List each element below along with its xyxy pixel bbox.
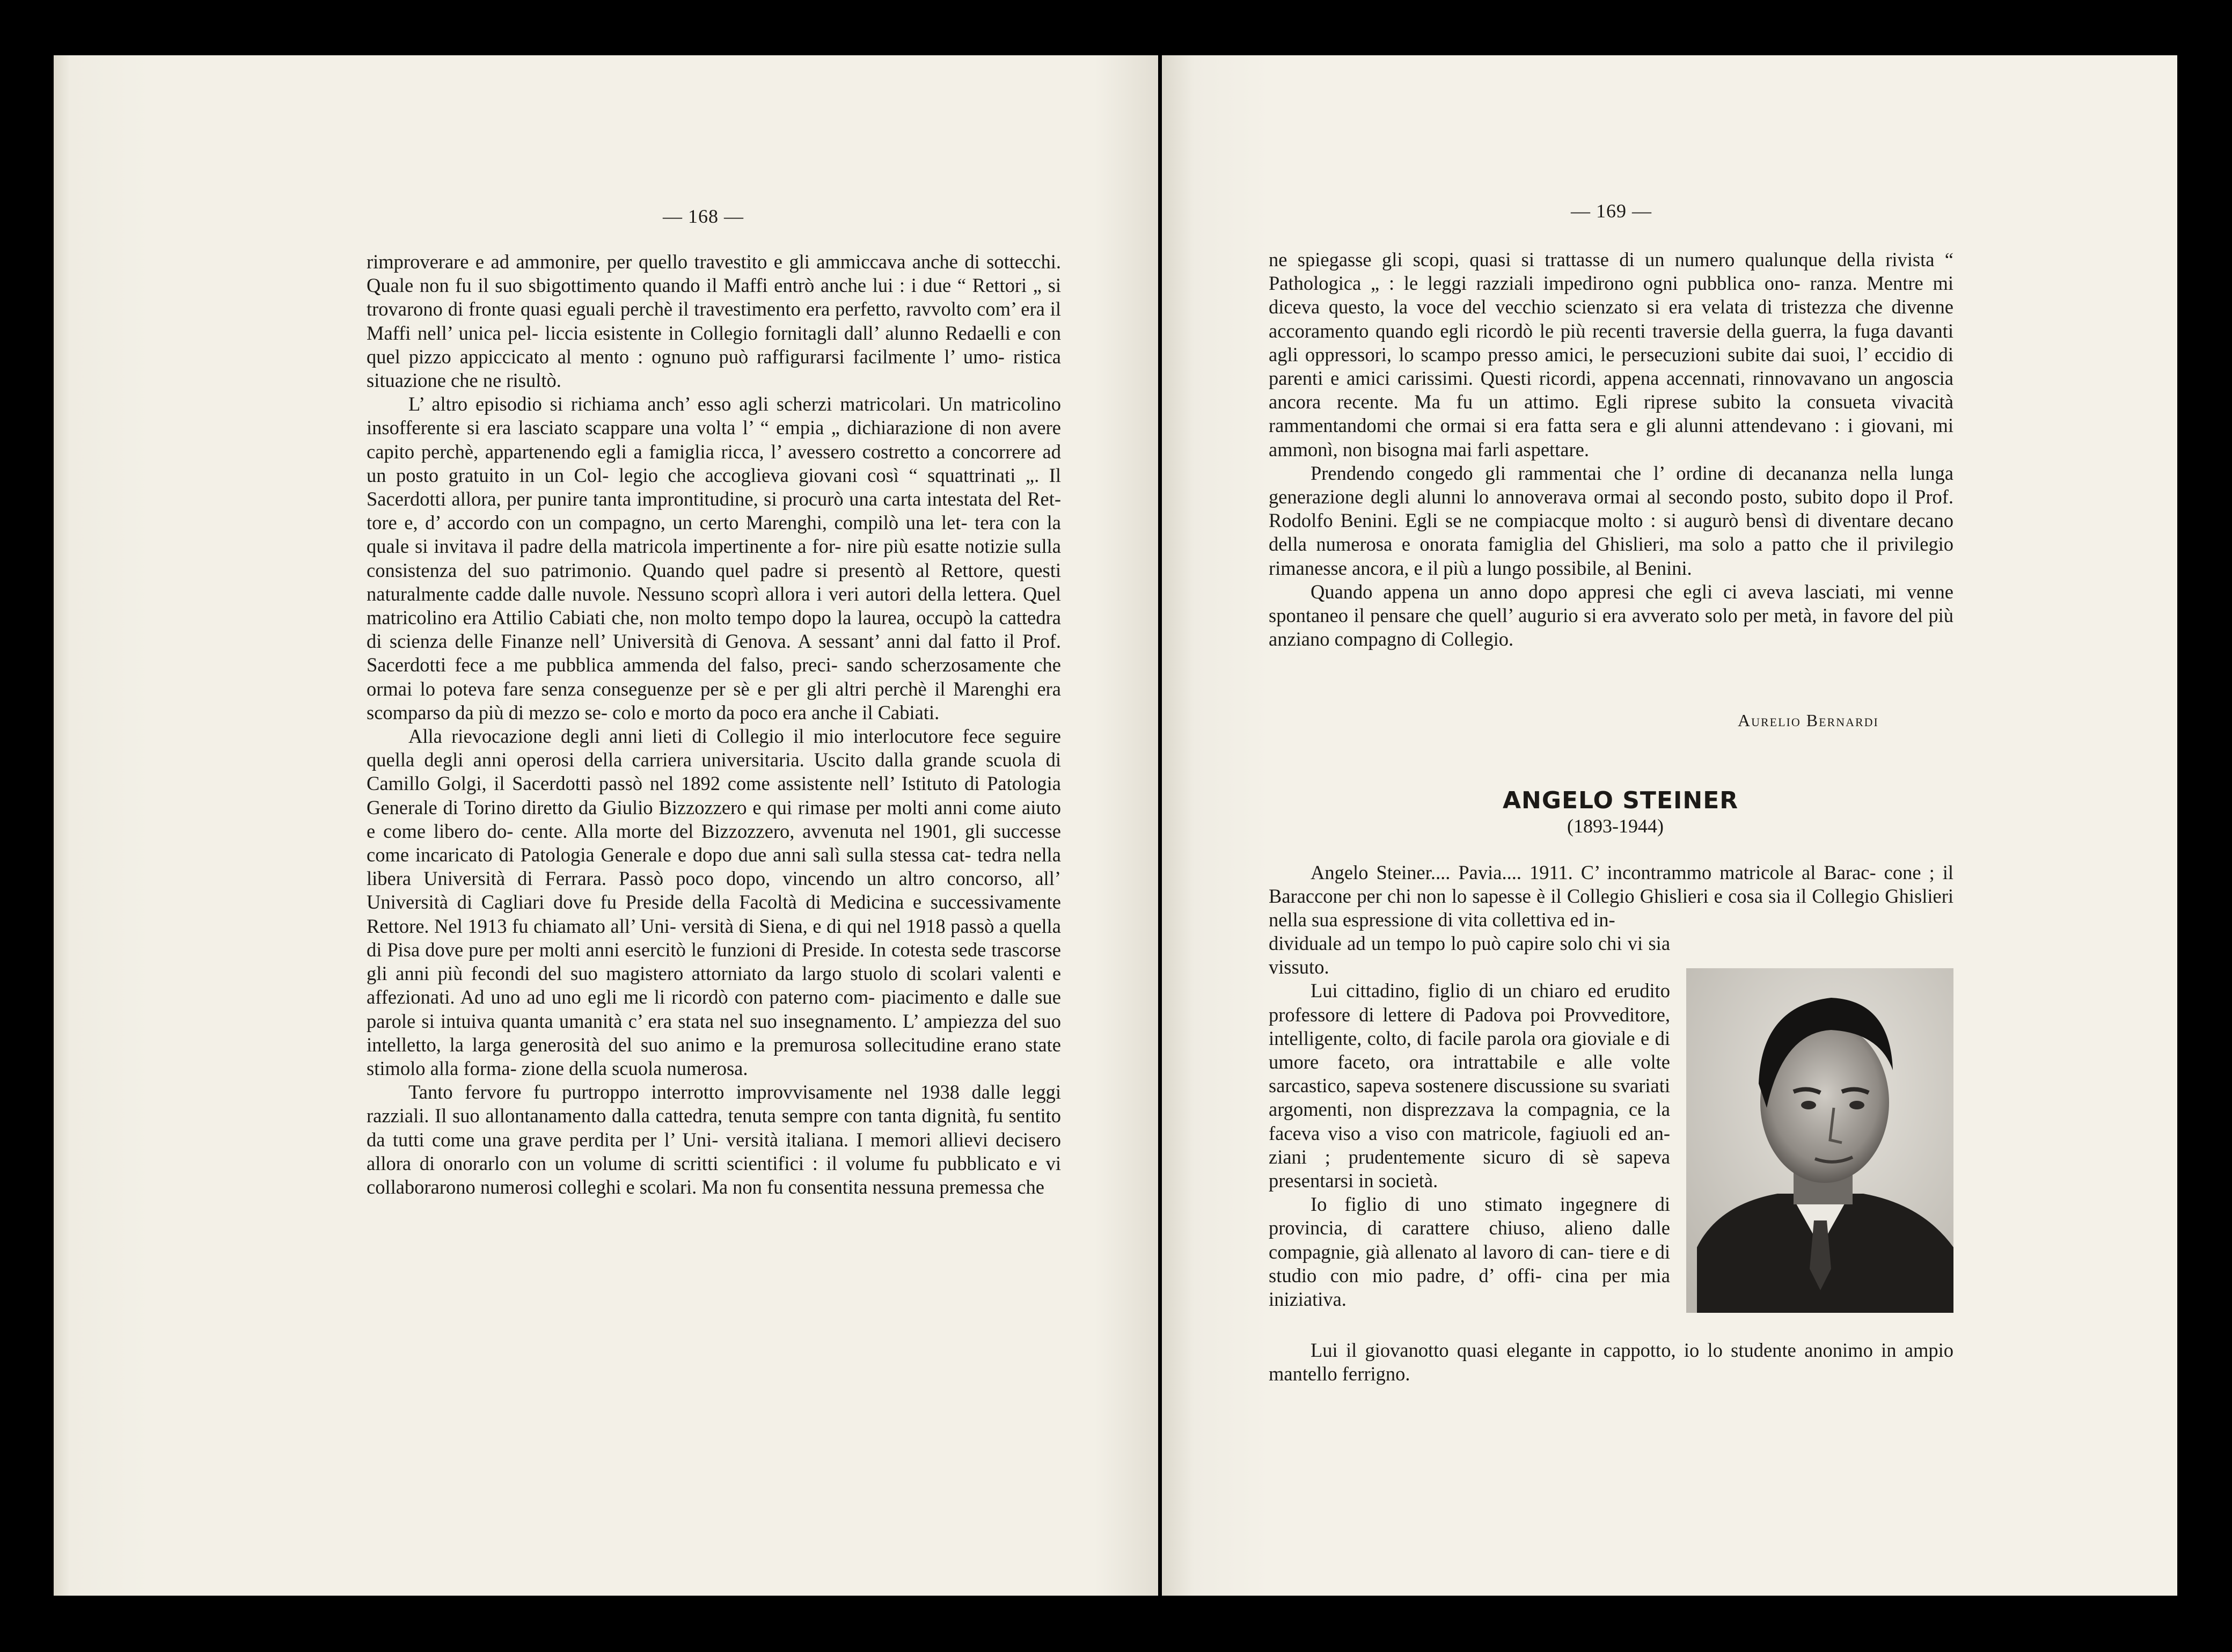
text-line: suo animo e la premurosa sollecitudine erano state stimolo alla forma- xyxy=(367,1033,1061,1079)
text-line: rivista “ Pathologica „ : le leggi razziali impedirono ogni pubblica ono- xyxy=(1269,248,1953,295)
text-line: Lui il giovanotto quasi elegante in cappotto, io lo studente anonimo xyxy=(1311,1339,1873,1361)
text-line: venne spontaneo il pensare che quell’ augurio si era avverato solo per xyxy=(1269,580,1953,627)
text-line: legio che accoglieva giovani così “ squattrinati „. Il Sacerdotti allora, xyxy=(367,464,1062,510)
text-line: con tanta dignità, fu sentito da tutti come una grave perdita per l’ Uni- xyxy=(367,1105,1061,1151)
left-folio: — 168 — xyxy=(663,206,744,227)
text-line: anni più fecondi del suo magistero attorniato da largo stuolo di scolari xyxy=(396,962,983,985)
text-line: lungo possibile, al Benini. xyxy=(1487,557,1692,579)
text-line: presso amici, le persecuzioni subite dai suoi, l’ eccidio di parenti e amici xyxy=(1269,343,1953,390)
text-line: compagnie, già allenato al lavoro di can- xyxy=(1269,1240,1594,1263)
section-heading: ANGELO STEINER xyxy=(1503,787,1739,814)
text-line: giovani, mi ammonì, non bisogna mai farli aspettare. xyxy=(1269,414,1954,460)
text-line: anche lui : i due “ Rettori „ si trovarono di fronte quasi eguali perchè xyxy=(367,274,1062,320)
text-line: Lui cittadino, figlio di un chiaro ed xyxy=(1311,979,1606,1002)
text-line: tiere e di studio con mio padre, d’ offi- xyxy=(1269,1240,1670,1286)
text-line: fece seguire quella degli anni operosi della carriera universitaria. Uscito xyxy=(367,725,1062,771)
text-line: velata di tristezza che divenne accoramento quando egli ricordò le più xyxy=(1269,296,1954,342)
paragraph xyxy=(1269,1339,1953,1386)
right-text-column-top xyxy=(1269,248,1953,651)
text-line: L’ altro episodio si richiama anch’ esso agli scherzi matricolari. Un xyxy=(408,393,963,415)
text-line: carissimi. Questi ricordi, appena accennati, rinnovavano un angoscia xyxy=(1397,367,1953,390)
text-line: dichiarazione di non avere capito perchè, appartenendo egli a famiglia xyxy=(367,416,1061,463)
text-line: parola ora gioviale e di umore faceto, ora xyxy=(1269,1027,1671,1073)
text-line: rammentandomi che ormai si era fatta sera e gli alunni attendevano : i xyxy=(1269,414,1854,437)
text-line: dividuale ad un tempo lo può capire solo xyxy=(1269,932,1593,954)
text-line: Ghislieri, ma solo a patto che il privilegio rimanesse ancora, e il più a xyxy=(1269,533,1954,579)
text-line: recenti traversie della guerra, la fuga davanti agli oppressori, lo scampo xyxy=(1269,319,1953,366)
paragraph xyxy=(1269,861,1953,932)
text-line: Provveditore, intelligente, colto, di facile xyxy=(1269,1003,1671,1049)
text-line: ricca, l’ avessero costretto a concorrere ad un posto gratuito in un Col- xyxy=(367,440,1061,486)
text-line: chi vi sia vissuto. xyxy=(1269,932,1671,978)
text-line: Angelo Steiner.... Pavia.... 1911. C’ incontrammo matricole al Barac- xyxy=(1311,861,1876,883)
text-line: numerosi colleghi e scolari. Ma non fu consentita nessuna premessa che xyxy=(480,1175,1044,1198)
text-line: di sottecchi. Quale non fu il suo sbigottimento quando il Maffi entrò xyxy=(367,251,1061,297)
left-text-column xyxy=(367,250,1061,1199)
paragraph xyxy=(367,725,1061,1080)
text-line: cone ; il Baraccone per chi non lo sapesse è il Collegio Ghislieri e cosa xyxy=(1269,861,1954,908)
text-line: Alla rievocazione degli anni lieti di Collegio il mio interlocutore xyxy=(408,725,954,748)
text-line: Bizzozzero e qui rimase per molti anni come aiuto e come libero do- xyxy=(367,796,1062,842)
text-line: liccia esistente in Collegio fornitagli dall’ alunno Redaelli e con quel xyxy=(367,321,1061,368)
text-line: matricolino insofferente si era lasciato scappare una volta l’ “ empia „ xyxy=(367,393,1061,439)
text-line: Io figlio di uno stimato ingegnere di xyxy=(1311,1193,1670,1216)
text-line: Nessuno scoprì allora i veri autori della lettera. Quel matricolino era xyxy=(367,582,1062,629)
text-line: erudito professore di lettere di Padova poi xyxy=(1269,979,1670,1026)
text-line: ranza. Mentre mi diceva questo, la voce del vecchio scienzato si era xyxy=(1269,272,1953,318)
text-line: di Medicina e successivamente Rettore. Nel 1913 fu chiamato all’ Uni- xyxy=(367,891,1062,937)
paragraph xyxy=(1269,1193,1670,1311)
text-line: ne spiegasse gli scopi, quasi si trattasse di un numero qualunque della xyxy=(1269,248,1875,271)
text-line: ristica situazione che ne risultò. xyxy=(367,345,1062,392)
text-line: intrattabile e alle volte sarcastico, sapeva xyxy=(1269,1051,1670,1097)
text-line: provincia, di carattere chiuso, alieno dalle xyxy=(1269,1217,1670,1239)
text-line: sostenere discussione su svariati argomenti, xyxy=(1269,1074,1671,1121)
text-line: cina per mia iniziativa. xyxy=(1269,1264,1671,1311)
text-line: il travestimento era perfetto, ravvolto com’ era il Maffi nell’ unica pel- xyxy=(367,298,1061,344)
text-line: valenti e affezionati. Ad uno ad uno egli me li ricordò con paterno com- xyxy=(367,962,1062,1008)
text-line: nire più esatte notizie sulla consistenza del suo patrimonio. Quando quel xyxy=(367,535,1061,581)
text-line: per punire tanta improntitudine, si procurò una carta intestata del Ret- xyxy=(507,488,1061,510)
text-line: pizzo appiccicato al mento : ognuno può raffigurarsi facilmente l’ umo- xyxy=(408,345,1005,368)
text-line: ziani ; prudentemente sicuro di sè sapeva xyxy=(1269,1145,1670,1168)
text-line: tedra nella libera Università di Ferrara. Passò poco dopo, vincendo un xyxy=(367,844,1062,890)
text-line: augurò bensì di diventare decano della numerosa e onorata famiglia del xyxy=(1269,509,1954,555)
paragraph xyxy=(1269,580,1953,652)
text-line: non disprezzava la compagnia, ce la faceva xyxy=(1269,1098,1671,1144)
text-line: fatto il Prof. Sacerdotti fece a me pubblica ammenda del falso, preci- xyxy=(367,630,1062,676)
text-line: dalle leggi razziali. Il suo allontanamento dalla cattedra, tenuta sempre xyxy=(367,1081,1062,1127)
text-line: subito dopo il Prof. Rodolfo Benini. Egli se ne compiacque molto : si xyxy=(1269,486,1954,532)
portrait-photo-icon xyxy=(1686,968,1953,1313)
text-line: ancora recente. Ma fu un attimo. Egli riprese subito la consueta vivacità xyxy=(1269,391,1953,413)
text-line: altro concorso, all’ Università di Cagliari dove fu Preside della Facoltà xyxy=(367,867,1061,913)
text-line: sè e per gli altri perchè il Marenghi era scomparso da più di mezzo se- xyxy=(367,677,1062,723)
section-text-closing xyxy=(1269,1339,1953,1386)
text-line: suo insegnamento. L’ ampiezza del suo intelletto, la larga generosità del xyxy=(367,1010,1061,1056)
text-line: tera con la quale si invitava il padre della matricola impertinente a for- xyxy=(367,511,1061,558)
paragraph xyxy=(367,1080,1061,1199)
text-line: rimproverare e ad ammonire, per quello travestito e gli ammiccava anche xyxy=(367,251,958,273)
paragraph xyxy=(1269,462,1953,580)
text-line: presentarsi in società. xyxy=(1269,1169,1438,1192)
text-line: viso a viso con matricole, fagiuoli ed an- xyxy=(1328,1122,1671,1144)
text-line: colo e morto da poco era anche il Cabiati. xyxy=(612,701,940,723)
text-line: sando scherzosamente che ormai lo poteva fare senza conseguenze per xyxy=(367,654,1061,700)
text-line: in ampio mantello ferrigno. xyxy=(1269,1339,1954,1385)
text-line: versità di Siena, e di qui nel 1918 passò a quella di Pisa dove pure per xyxy=(367,915,1062,961)
section-dates: (1893-1944) xyxy=(1567,815,1664,837)
text-line: zione della scuola numerosa. xyxy=(521,1057,748,1079)
text-line: molti anni esercitò le funzioni di Preside. In cotesta sede trascorse gli xyxy=(367,938,1062,985)
section-text-full-width xyxy=(1269,861,1953,932)
text-line: tore e, d’ accordo con un compagno, un certo Marenghi, compilò una let- xyxy=(367,511,968,534)
text-line: lunga generazione degli alunni lo annoverava ormai al secondo posto, xyxy=(1269,462,1953,508)
paragraph xyxy=(1269,932,1670,979)
right-folio: — 169 — xyxy=(1571,200,1652,222)
text-line: cente. Alla morte del Bizzozzero, avvenuta nel 1901, gli successe come xyxy=(367,820,1061,866)
text-line: padre si presentò al Rettore, questi naturalmente cadde dalle nuvole. xyxy=(367,559,1062,605)
text-line: Attilio Cabiati che, non molto tempo dopo la laurea, occupò la cattedra xyxy=(492,606,1061,629)
text-line: Tanto fervore fu purtroppo interrotto improvvisamente nel 1938 xyxy=(408,1081,960,1103)
section-text-beside-photo xyxy=(1269,932,1670,1311)
text-line: Prendendo congedo gli rammentai che l’ ordine di decananza nella xyxy=(1311,462,1898,484)
text-line: metà, in favore del più anziano compagno di Collegio. xyxy=(1269,604,1953,650)
text-line: piacimento e dalle sue parole si intuiva quanta umanità c’ era stata nel xyxy=(367,986,1062,1032)
text-line: Quando appena un anno dopo appresi che egli ci aveva lasciati, mi xyxy=(1311,580,1896,603)
paragraph xyxy=(1269,248,1953,462)
text-line: versità italiana. I memori allievi decisero allora di onorarlo con un xyxy=(367,1128,1061,1174)
text-line: volume di scritti scientifici : il volume fu pubblicato e vi collaborarono xyxy=(367,1152,1061,1198)
portrait-photo xyxy=(1686,968,1953,1313)
paragraph xyxy=(1269,979,1670,1193)
paragraph xyxy=(367,250,1061,392)
text-line: assistente nell’ Istituto di Patologia Generale di Torino diretto da Giulio xyxy=(367,772,1061,818)
author-signature: Aurelio Bernardi xyxy=(1738,711,1879,730)
text-line: di scienza delle Finanze nell’ Università di Genova. A sessant’ anni dal xyxy=(367,630,953,653)
text-line: incaricato di Patologia Generale e dopo due anni salì sulla stessa cat- xyxy=(415,844,971,866)
text-line: dalla grande scuola di Camillo Golgi, il Sacerdotti passò nel 1892 come xyxy=(367,749,1061,795)
text-line: sia il Collegio Ghislieri nella sua espressione di vita collettiva ed in- xyxy=(1269,885,1954,931)
paragraph xyxy=(367,392,1061,725)
